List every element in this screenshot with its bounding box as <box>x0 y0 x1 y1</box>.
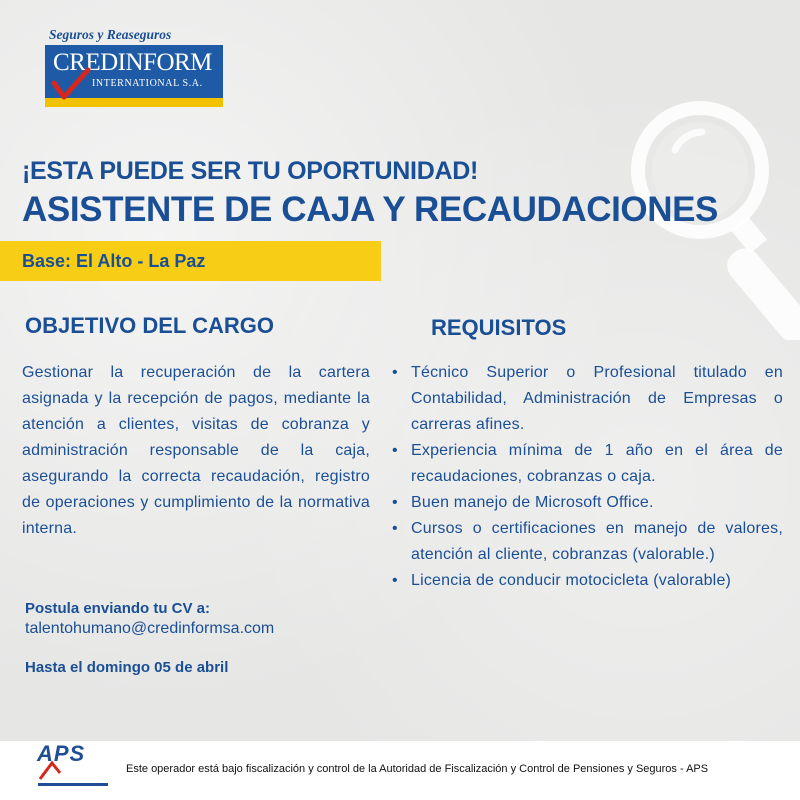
aps-logo-text: APS <box>37 741 86 766</box>
regulator-notice: Este operador está bajo fiscalización y control de la Autoridad de Fiscalización y Control de Pensiones y Seguros - APS <box>126 763 709 775</box>
objective-text: Gestionar la recuperación de la cartera asignada y la recepción de pagos, mediante la atención a clientes, visitas de cobranza y administración responsable de la caja, asegurando la correcta recaudación, registro de operaciones y cumplimiento de la normativa interna. <box>22 364 370 537</box>
requirement-item: • Buen manejo de Microsoft Office. <box>390 490 783 516</box>
requirements-heading: REQUISITOS <box>431 315 567 340</box>
apply-label: Postula enviando tu CV a: <box>25 600 211 617</box>
requirements-list <box>390 360 783 594</box>
requirement-item: • Experiencia mínima de 1 año en el área de recaudaciones, cobranzas o caja. <box>390 438 783 490</box>
requirement-item: • Licencia de conducir motocicleta (valorable) <box>390 568 783 594</box>
check-mark-icon <box>51 67 91 103</box>
objective-heading: OBJETIVO DEL CARGO <box>25 313 274 338</box>
job-title: ASISTENTE DE CAJA Y RECAUDACIONES <box>22 190 718 229</box>
requirement-item: • Cursos o certificaciones en manejo de valores, atención al cliente, cobranzas (valorable.) <box>390 516 783 568</box>
location-text: Base: El Alto - La Paz <box>22 251 206 271</box>
headline: ¡ESTA PUEDE SER TU OPORTUNIDAD! <box>22 157 478 185</box>
deadline: Hasta el domingo 05 de abril <box>25 659 229 676</box>
logo-subname: INTERNATIONAL S.A. <box>92 78 203 89</box>
logo-name: CREDINFORM <box>53 49 212 76</box>
logo-tagline: Seguros y Reaseguros <box>49 27 172 42</box>
footer <box>0 741 800 800</box>
company-logo <box>45 27 223 107</box>
location-banner <box>0 241 381 281</box>
apply-email: talentohumano@credinformsa.com <box>25 620 275 637</box>
requirement-item: • Técnico Superior o Profesional titulado en Contabilidad, Administración de Empresas o carreras afines. <box>390 360 783 438</box>
logo-box <box>45 45 223 107</box>
